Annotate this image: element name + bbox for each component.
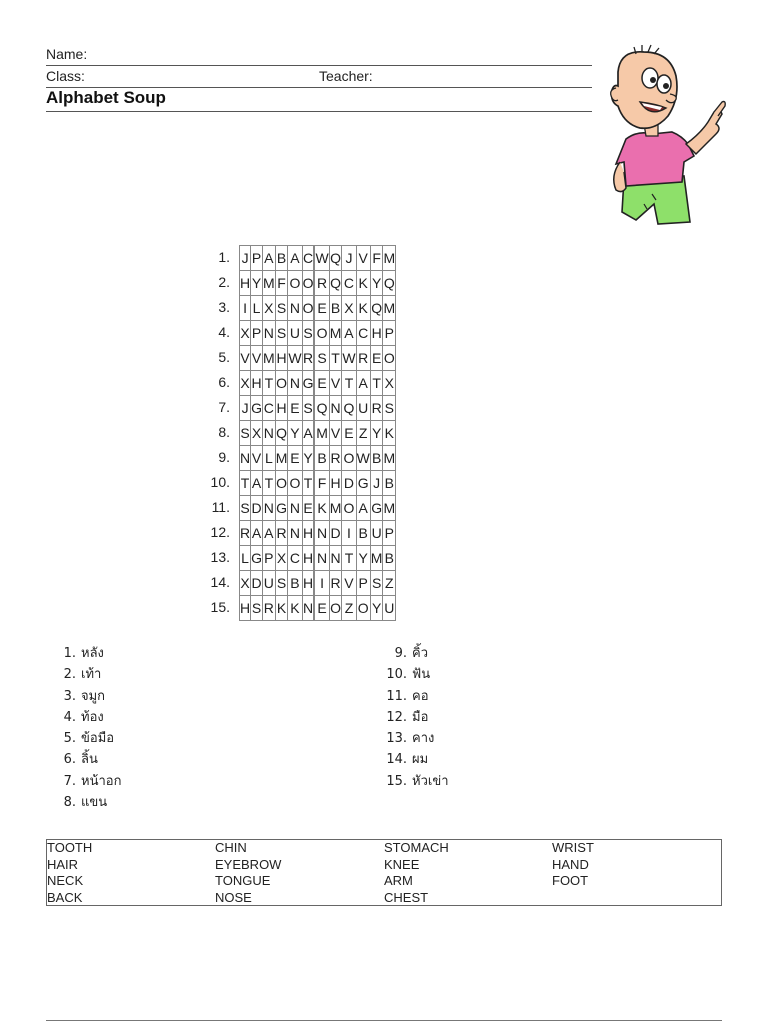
grid-cell[interactable]: N — [329, 546, 342, 571]
grid-cell[interactable]: A — [356, 496, 370, 521]
grid-cell[interactable]: A — [288, 246, 302, 271]
grid-cell[interactable]: P — [251, 321, 263, 346]
grid-cell[interactable]: P — [356, 571, 370, 596]
clue-text: เท้า — [81, 667, 102, 683]
grid-row — [240, 246, 396, 271]
grid-cell[interactable]: E — [315, 371, 329, 396]
grid-cell[interactable]: N — [288, 371, 302, 396]
clue-text: ฟัน — [412, 667, 431, 683]
row-number: 10. — [210, 474, 230, 490]
cartoon-boy-pointing-illustration — [596, 44, 728, 226]
grid-cell[interactable]: Q — [329, 271, 342, 296]
grid-cell[interactable]: H — [302, 521, 314, 546]
grid-cell[interactable]: N — [315, 546, 329, 571]
row-number: 6. — [218, 374, 230, 390]
grid-cell[interactable]: R — [275, 521, 288, 546]
grid-cell[interactable]: P — [263, 546, 276, 571]
clue-number: 12. — [386, 709, 407, 725]
grid-cell[interactable]: E — [315, 296, 329, 321]
grid-cell[interactable]: E — [342, 421, 356, 446]
grid-cell[interactable]: W — [288, 346, 302, 371]
grid-cell[interactable]: S — [240, 496, 251, 521]
grid-cell[interactable]: P — [383, 321, 396, 346]
word-bank-word: HAND — [552, 856, 589, 872]
grid-row — [240, 521, 396, 546]
clue-list-left — [54, 643, 121, 813]
grid-cell[interactable]: C — [356, 321, 370, 346]
grid-cell[interactable]: N — [329, 396, 342, 421]
grid-cell[interactable]: B — [356, 521, 370, 546]
grid-cell[interactable]: I — [240, 296, 251, 321]
word-bank-column — [552, 840, 594, 890]
grid-cell[interactable]: E — [370, 346, 383, 371]
grid-cell[interactable]: Q — [342, 396, 356, 421]
word-bank-column — [384, 840, 449, 906]
grid-cell[interactable]: O — [383, 346, 396, 371]
letter-grid — [239, 245, 396, 621]
clue-item — [385, 749, 449, 770]
grid-cell[interactable]: M — [315, 421, 329, 446]
grid-cell[interactable]: N — [288, 521, 302, 546]
grid-cell[interactable]: H — [329, 471, 342, 496]
grid-cell[interactable]: C — [302, 246, 314, 271]
clue-text: จมูก — [81, 688, 106, 704]
teacher-label: Teacher: — [319, 68, 373, 84]
grid-cell[interactable]: S — [275, 321, 288, 346]
grid-cell[interactable]: B — [370, 446, 383, 471]
clue-text: ผม — [412, 752, 429, 768]
grid-cell[interactable]: B — [288, 571, 302, 596]
grid-cell[interactable]: R — [302, 346, 314, 371]
grid-cell[interactable]: Q — [383, 271, 396, 296]
grid-cell[interactable]: X — [240, 371, 251, 396]
grid-cell[interactable]: A — [263, 246, 276, 271]
clue-number: 15. — [386, 773, 407, 789]
grid-cell[interactable]: L — [263, 446, 276, 471]
row-number: 8. — [218, 424, 230, 440]
grid-cell[interactable]: I — [342, 521, 356, 546]
word-bank-word: BACK — [47, 889, 83, 905]
grid-cell[interactable]: B — [275, 246, 288, 271]
grid-cell[interactable]: R — [240, 521, 251, 546]
clue-number: 3. — [63, 688, 76, 704]
word-bank-word: HAIR — [47, 856, 79, 872]
grid-cell[interactable]: B — [383, 546, 396, 571]
clue-number: 6. — [63, 752, 76, 768]
clue-item — [54, 686, 121, 707]
grid-cell[interactable]: N — [302, 596, 314, 621]
grid-cell[interactable]: G — [302, 371, 314, 396]
grid-cell[interactable]: F — [315, 471, 329, 496]
grid-cell[interactable]: V — [356, 246, 370, 271]
grid-row — [240, 396, 396, 421]
grid-cell[interactable]: Q — [275, 421, 288, 446]
grid-cell[interactable]: K — [356, 296, 370, 321]
grid-cell[interactable]: N — [263, 496, 276, 521]
class-field-row — [46, 66, 592, 88]
grid-cell[interactable]: E — [315, 596, 329, 621]
grid-cell[interactable]: L — [251, 296, 263, 321]
grid-cell[interactable]: A — [356, 371, 370, 396]
grid-cell[interactable]: K — [315, 496, 329, 521]
grid-cell[interactable]: O — [288, 271, 302, 296]
grid-cell[interactable]: J — [240, 396, 251, 421]
row-number: 7. — [218, 399, 230, 415]
grid-cell[interactable]: S — [383, 396, 396, 421]
clue-item — [54, 728, 121, 749]
grid-cell[interactable]: Z — [342, 596, 356, 621]
grid-cell[interactable]: D — [329, 521, 342, 546]
clue-item — [385, 643, 449, 664]
grid-cell[interactable]: R — [315, 271, 329, 296]
clue-item — [54, 749, 121, 770]
grid-cell[interactable]: E — [288, 446, 302, 471]
clue-text: ท้อง — [81, 709, 104, 725]
grid-cell[interactable]: O — [356, 596, 370, 621]
grid-cell[interactable]: H — [240, 271, 251, 296]
grid-row — [240, 321, 396, 346]
clue-text: หน้าอก — [81, 773, 122, 789]
word-bank-word: TONGUE — [215, 873, 271, 888]
grid-row — [240, 346, 396, 371]
word-bank-word: CHEST — [384, 889, 429, 905]
grid-cell[interactable]: F — [275, 271, 288, 296]
grid-cell[interactable]: Y — [370, 421, 383, 446]
grid-cell[interactable]: H — [370, 321, 383, 346]
grid-cell[interactable]: V — [329, 421, 342, 446]
word-bank-word: NECK — [47, 873, 84, 888]
grid-cell[interactable]: K — [288, 596, 302, 621]
grid-cell[interactable]: G — [370, 496, 383, 521]
clue-number: 10. — [386, 667, 407, 683]
grid-cell[interactable]: H — [275, 346, 288, 371]
grid-cell[interactable]: S — [370, 571, 383, 596]
clue-text: หัวเข่า — [412, 773, 449, 789]
clue-number: 1. — [63, 646, 76, 661]
word-bank — [46, 839, 722, 906]
grid-cell[interactable]: H — [302, 546, 314, 571]
grid-cell[interactable]: M — [263, 346, 276, 371]
grid-cell[interactable]: O — [302, 271, 314, 296]
grid-cell[interactable]: A — [302, 421, 314, 446]
grid-cell[interactable]: V — [251, 346, 263, 371]
grid-cell[interactable]: V — [329, 371, 342, 396]
grid-cell[interactable]: V — [342, 571, 356, 596]
word-bank-word: EYEBROW — [215, 856, 282, 872]
footer-divider — [46, 1020, 722, 1021]
clue-text: หลัง — [81, 646, 104, 661]
grid-cell[interactable]: N — [263, 421, 276, 446]
grid-cell[interactable]: T — [342, 371, 356, 396]
worksheet-title-row — [46, 88, 592, 112]
grid-cell[interactable]: M — [383, 296, 396, 321]
grid-cell[interactable]: G — [251, 546, 263, 571]
row-number: 13. — [210, 549, 230, 565]
grid-row — [240, 421, 396, 446]
grid-cell[interactable]: G — [356, 471, 370, 496]
row-number: 5. — [218, 349, 230, 365]
grid-cell[interactable]: U — [288, 321, 302, 346]
grid-cell[interactable]: X — [240, 571, 251, 596]
grid-cell[interactable]: W — [342, 346, 356, 371]
grid-cell[interactable]: C — [342, 271, 356, 296]
clue-number: 2. — [63, 667, 76, 683]
grid-cell[interactable]: R — [263, 596, 276, 621]
grid-row — [240, 546, 396, 571]
grid-cell[interactable]: M — [383, 246, 396, 271]
clue-item — [385, 707, 449, 728]
grid-cell[interactable]: C — [263, 396, 276, 421]
grid-cell[interactable]: Y — [288, 421, 302, 446]
grid-cell[interactable]: Y — [370, 596, 383, 621]
clue-number: 5. — [63, 731, 76, 747]
row-number: 14. — [210, 574, 230, 590]
grid-cell[interactable]: V — [251, 446, 263, 471]
grid-cell[interactable]: K — [275, 596, 288, 621]
grid-cell[interactable]: Q — [315, 396, 329, 421]
grid-cell[interactable]: N — [263, 321, 276, 346]
clue-item — [54, 643, 121, 664]
grid-cell[interactable]: V — [240, 346, 251, 371]
grid-cell[interactable]: M — [383, 446, 396, 471]
word-bank-word: CHIN — [215, 840, 247, 855]
grid-cell[interactable]: N — [288, 296, 302, 321]
row-number: 3. — [218, 299, 230, 315]
grid-cell[interactable]: O — [342, 446, 356, 471]
grid-cell[interactable]: G — [275, 496, 288, 521]
row-number: 9. — [218, 449, 230, 465]
grid-cell[interactable]: U — [263, 571, 276, 596]
grid-cell[interactable]: J — [240, 246, 251, 271]
grid-cell[interactable]: D — [251, 571, 263, 596]
row-numbers — [200, 245, 230, 620]
grid-cell[interactable]: B — [383, 471, 396, 496]
grid-cell[interactable]: X — [251, 421, 263, 446]
grid-cell[interactable]: N — [240, 446, 251, 471]
grid-cell[interactable]: M — [370, 546, 383, 571]
clue-number: 4. — [63, 709, 76, 725]
clue-item — [54, 792, 121, 813]
grid-cell[interactable]: H — [240, 596, 251, 621]
grid-row — [240, 571, 396, 596]
grid-row — [240, 471, 396, 496]
grid-cell[interactable]: U — [370, 521, 383, 546]
grid-cell[interactable]: B — [315, 446, 329, 471]
grid-cell[interactable]: M — [383, 496, 396, 521]
clue-item — [54, 664, 121, 685]
word-bank-word: ARM — [384, 873, 413, 888]
grid-cell[interactable]: R — [329, 571, 342, 596]
clue-number: 7. — [63, 773, 76, 789]
clue-item — [385, 771, 449, 792]
grid-cell[interactable]: Q — [329, 246, 342, 271]
grid-cell[interactable]: X — [342, 296, 356, 321]
grid-cell[interactable]: N — [288, 496, 302, 521]
grid-cell[interactable]: R — [370, 396, 383, 421]
word-bank-word: FOOT — [552, 873, 589, 888]
clue-text: มือ — [412, 709, 429, 725]
clue-text: ข้อมือ — [81, 731, 115, 747]
grid-cell[interactable]: J — [370, 471, 383, 496]
grid-cell[interactable]: S — [275, 571, 288, 596]
grid-cell[interactable]: K — [356, 271, 370, 296]
grid-cell[interactable]: Y — [370, 271, 383, 296]
class-label: Class: — [46, 68, 85, 84]
grid-cell[interactable]: S — [240, 421, 251, 446]
grid-cell[interactable]: S — [302, 396, 314, 421]
clue-text: แขน — [81, 795, 108, 811]
grid-cell[interactable]: D — [342, 471, 356, 496]
grid-cell[interactable]: Y — [356, 546, 370, 571]
clue-number: 13. — [386, 731, 407, 747]
grid-cell[interactable]: T — [240, 471, 251, 496]
grid-cell[interactable]: R — [356, 346, 370, 371]
grid-row — [240, 446, 396, 471]
grid-cell[interactable]: Y — [302, 446, 314, 471]
grid-cell[interactable]: B — [329, 296, 342, 321]
grid-cell[interactable]: E — [302, 496, 314, 521]
clue-text: คิ้ว — [412, 646, 428, 661]
grid-cell[interactable]: M — [263, 271, 276, 296]
row-number: 1. — [218, 249, 230, 265]
grid-cell[interactable]: A — [263, 521, 276, 546]
clue-item — [54, 771, 121, 792]
word-bank-word: KNEE — [384, 856, 420, 872]
grid-cell[interactable]: T — [263, 371, 276, 396]
grid-cell[interactable]: H — [251, 371, 263, 396]
grid-cell[interactable]: I — [315, 571, 329, 596]
grid-cell[interactable]: O — [275, 371, 288, 396]
grid-cell[interactable]: J — [342, 246, 356, 271]
clue-number: 11. — [386, 688, 407, 704]
grid-cell[interactable]: U — [383, 596, 396, 621]
grid-cell[interactable]: A — [342, 321, 356, 346]
clue-item — [385, 664, 449, 685]
grid-cell[interactable]: Q — [370, 296, 383, 321]
grid-row — [240, 371, 396, 396]
grid-cell[interactable]: S — [251, 596, 263, 621]
row-number: 15. — [210, 599, 230, 615]
grid-cell[interactable]: A — [251, 521, 263, 546]
grid-cell[interactable]: T — [370, 371, 383, 396]
word-bank-column — [47, 840, 92, 906]
grid-cell[interactable]: N — [315, 521, 329, 546]
row-number: 11. — [211, 499, 230, 515]
grid-cell[interactable]: T — [302, 471, 314, 496]
grid-cell[interactable]: W — [315, 246, 329, 271]
name-label: Name: — [46, 46, 88, 62]
word-bank-word: NOSE — [215, 889, 252, 905]
grid-cell[interactable]: O — [302, 296, 314, 321]
clue-text: คาง — [412, 731, 435, 747]
grid-cell[interactable]: K — [383, 421, 396, 446]
row-number: 12. — [210, 524, 230, 540]
grid-cell[interactable]: Z — [356, 421, 370, 446]
grid-cell[interactable]: H — [275, 396, 288, 421]
worksheet-title: Alphabet Soup — [46, 88, 166, 107]
grid-cell[interactable]: M — [329, 321, 342, 346]
clue-item — [54, 707, 121, 728]
clue-number: 9. — [394, 646, 407, 661]
grid-cell[interactable]: O — [275, 471, 288, 496]
clue-number: 8. — [63, 795, 76, 811]
grid-cell[interactable]: O — [329, 596, 342, 621]
grid-cell[interactable]: T — [342, 546, 356, 571]
grid-cell[interactable]: M — [275, 446, 288, 471]
grid-row — [240, 596, 396, 621]
clue-item — [385, 728, 449, 749]
grid-cell[interactable]: T — [329, 346, 342, 371]
grid-cell[interactable]: A — [251, 471, 263, 496]
word-bank-word: TOOTH — [47, 840, 93, 855]
grid-cell[interactable]: L — [240, 546, 251, 571]
clue-text: ลิ้น — [81, 752, 98, 768]
grid-cell[interactable]: S — [302, 321, 314, 346]
grid-cell[interactable]: S — [315, 346, 329, 371]
grid-cell[interactable]: X — [240, 321, 251, 346]
grid-row — [240, 296, 396, 321]
grid-cell[interactable]: O — [288, 471, 302, 496]
grid-cell[interactable]: E — [288, 396, 302, 421]
name-field-row — [46, 44, 592, 66]
grid-cell[interactable]: M — [329, 496, 342, 521]
grid-cell[interactable]: C — [288, 546, 302, 571]
grid-cell[interactable]: T — [263, 471, 276, 496]
word-bank-column — [215, 840, 281, 906]
grid-cell[interactable]: R — [329, 446, 342, 471]
grid-cell[interactable]: S — [275, 296, 288, 321]
row-number: 4. — [218, 324, 230, 340]
word-bank-word: STOMACH — [384, 840, 449, 855]
grid-cell[interactable]: F — [370, 246, 383, 271]
grid-cell[interactable]: D — [251, 496, 263, 521]
grid-cell[interactable]: G — [251, 396, 263, 421]
clue-number: 14. — [386, 752, 407, 768]
grid-cell[interactable]: X — [275, 546, 288, 571]
clue-list-right — [385, 643, 449, 792]
grid-cell[interactable]: O — [342, 496, 356, 521]
grid-cell[interactable]: Y — [251, 271, 263, 296]
grid-cell[interactable]: O — [315, 321, 329, 346]
grid-cell[interactable]: P — [383, 521, 396, 546]
clue-text: คอ — [412, 688, 429, 704]
row-number: 2. — [218, 274, 230, 290]
grid-row — [240, 271, 396, 296]
grid-cell[interactable]: X — [383, 371, 396, 396]
grid-cell[interactable]: H — [302, 571, 314, 596]
grid-cell[interactable]: X — [263, 296, 276, 321]
grid-row — [240, 496, 396, 521]
word-bank-word: WRIST — [552, 840, 594, 855]
grid-cell[interactable]: P — [251, 246, 263, 271]
grid-cell[interactable]: W — [356, 446, 370, 471]
grid-cell[interactable]: Z — [383, 571, 396, 596]
grid-cell[interactable]: U — [356, 396, 370, 421]
clue-item — [385, 686, 449, 707]
